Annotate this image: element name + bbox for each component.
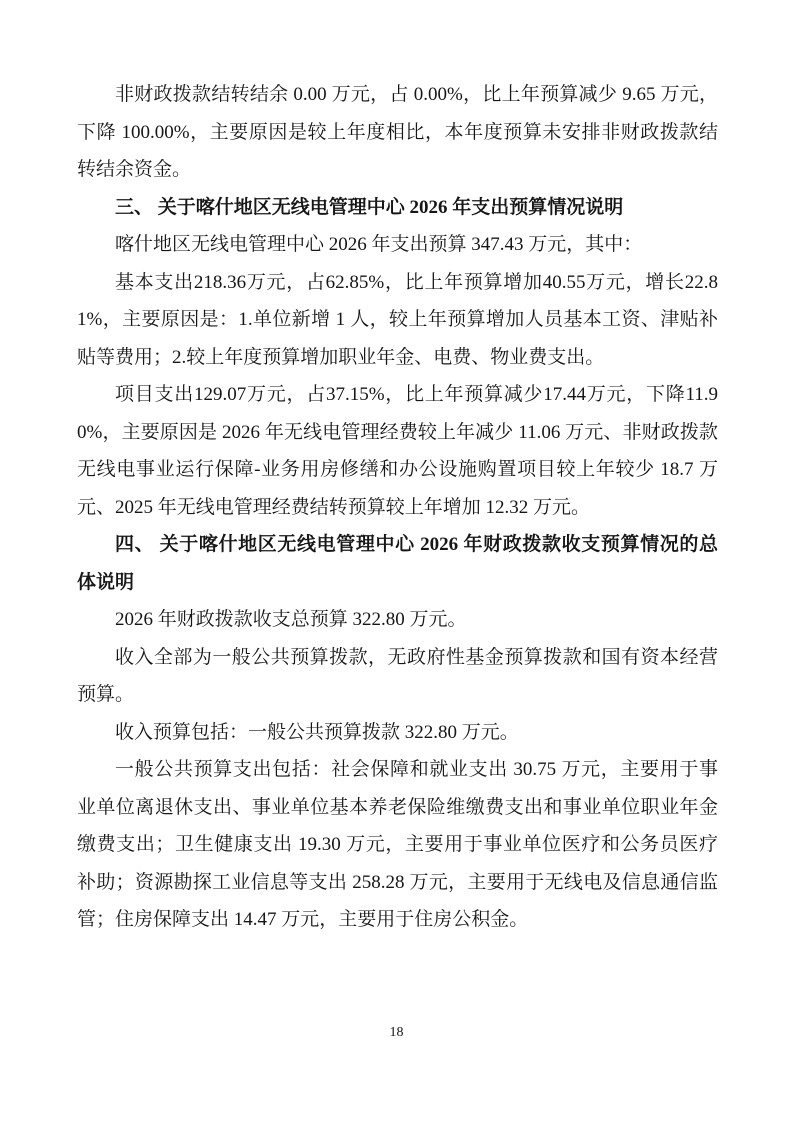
paragraph-non-fiscal-carryover: 非财政拨款结转结余 0.00 万元，占 0.00%，比上年预算减少 9.65 万元，下降 100.00%，主要原因是较上年度相比，本年度预算未安排非财政拨款结转结余资金。 [77,84,718,180]
paragraph-total-expenditure: 喀什地区无线电管理中心 2026 年支出预算 347.43 万元，其中： [115,234,643,255]
paragraph-income-source: 收入全部为一般公共预算拨款，无政府性基金预算拨款和国有资本经营预算。 [77,646,718,705]
paragraph-income-budget: 收入预算包括：一般公共预算拨款 322.80 万元。 [115,721,519,743]
paragraph-project-expenditure: 项目支出129.07万元，占37.15%，比上年预算减少17.44万元，下降11.90%，主要原因是 2026 年无线电管理经费较上年减少 11.06 万元、非财政拨款无线电事业运行保障-业务用房修缮和办公设施购置项目较上年较少 18.7 万元、2025 年无线电管理经费结转预算较上年增加 12.32 万元。 [77,384,718,518]
document-body [77,76,718,939]
section-4-heading: 四、 关于喀什地区无线电管理中心 2026 年财政拨款收支预算情况的总体说明 [77,534,718,593]
paragraph-basic-expenditure: 基本支出218.36万元，占62.85%，比上年预算增加40.55万元，增长22.81%，主要原因是：1.单位新增 1 人，较上年预算增加人员基本工资、津贴补贴等费用；2.较上年度预算增加职业年金、电费、物业费支出。 [77,271,718,368]
paragraph-fiscal-total-budget: 2026 年财政拨款收支总预算 322.80 万元。 [115,609,467,630]
page-number: 18 [389,1025,404,1040]
page-footer [0,1024,793,1042]
section-3-heading: 三、 关于喀什地区无线电管理中心 2026 年支出预算情况说明 [115,196,624,218]
paragraph-public-budget-expenditure: 一般公共预算支出包括：社会保障和就业支出 30.75 万元，主要用于事业单位离退休支出、事业单位基本养老保险维缴费支出和事业单位职业年金缴费支出；卫生健康支出 19.30 万元，主要用于事业单位医疗和公务员医疗补助；资源勘探工业信息等支出 258.28 万元，主要用于无线电及信息通信监管；住房保障支出 14.47 万元，主要用于住房公积金。 [77,759,718,930]
